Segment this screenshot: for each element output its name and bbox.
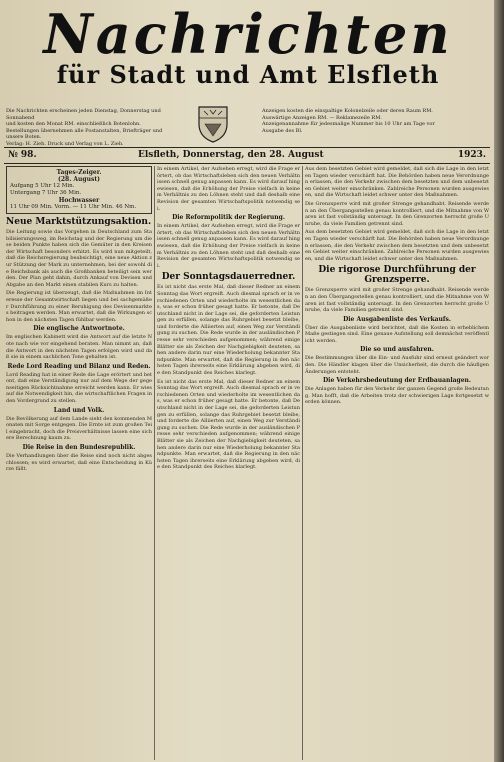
article-text: Es ist nicht das erste Mal, daß dieser Redner an einem Sonntag das Wort ergreift. Auch diesmal sprach er in verschiedenen Orten und wiederholte im wesentlichen das, was er schon früher gesagt hatte. Er betonte, daß Deutschland nicht in der Lage sei, die geforderten Leistungen zu erfüllen, solange das Ruhrgebiet besetzt bleibe, und forderte die Alliierten auf, einen Weg zur Verständigung zu suchen. Die Rede wurde in der ausländischen Presse sehr verschieden aufgenommen; während einige Blätter sie als Zeichen der Nachgiebigkeit deuteten, sahen andere darin nur eine Wiederholung bekannter Standpunkte. Man erwartet, daß die Regierung in den nächsten Tagen ihrerseits eine Erklärung abgeben wird, die den Standpunkt des Reiches klarlegt. (157, 378, 300, 471)
article-text: Die Bevölkerung auf dem Lande sieht den kommenden Monaten mit Sorge entgegen. Die Ernte ist zum großen Teil eingebracht, doch die Preisverhältnisse lassen eine sichere Berechnung kaum zu. (6, 415, 152, 442)
article-subheading: Die Reise in den Bundesrepublik. (22, 444, 136, 452)
tageszeiger-line: Hochwasser (58, 197, 100, 204)
dateline (8, 150, 486, 162)
info-line: Verlag: H. Zieh. Druck und Verlag von L. Zieh. (6, 140, 124, 147)
page-spine (494, 0, 504, 762)
column-1 (6, 166, 152, 760)
article-text: Über die Ausgabenliste wird berichtet, daß die Kosten in erheblichem Maße gestiegen sind. Eine genaue Aufstellung soll demnächst veröffentlicht werden. (305, 324, 489, 344)
masthead-title: Nachrichten (43, 2, 453, 66)
column-2 (157, 166, 300, 760)
article-subheading: Rede Lord Reading und Bilanz und Reden. (7, 362, 151, 370)
tageszeiger-date: (28. August) (58, 176, 100, 183)
tageszeiger-line: Untergang 7 Uhr 36 Min. (10, 190, 82, 196)
article-subheading: Die Reformpolitik der Regierung. (172, 214, 285, 222)
article-text: Die Regierung ist überzeugt, daß die Maßnahmen im Interesse der Gesamtwirtschaft liegen und bei sachgemäßer Durchführung zu einer Beruhigung des Devisenmarktes beitragen werden. Man erwartet, daß die Wirkungen schon in den nächsten Tagen fühlbar werden. (6, 290, 152, 323)
subscription-info (6, 108, 176, 147)
article-subheading: Die englische Antwortnote. (33, 325, 125, 333)
info-line: Auswärtige Anzeigen RM. — Reklamezeile RM. (262, 114, 382, 121)
article-text: Lord Reading hat in einer Rede die Lage erörtert und betont, daß eine Verständigung nur auf dem Wege der gegenseitigen Rücksichtnahme erreicht werden kann. Er wies auf die Notwendigkeit hin, die wirtschaftlichen Fragen in den Vordergrund zu stellen. (6, 371, 152, 405)
article-headline: Die rigorose Durchführung der Grenzsperre. (318, 265, 476, 286)
article-text: Die Anlagen haben für den Verkehr der ganzen Gegend große Bedeutung. Man hofft, daß die Arbeiten trotz der schwierigen Lage fortgesetzt werden können. (305, 386, 489, 406)
divider (4, 163, 490, 164)
coat-of-arms-icon (196, 104, 230, 144)
article-text: In einem Artikel, der Aufsehen erregt, wird die Frage erörtert, ob das Wirtschaftsleben sich den neuen Verhältnissen schnell genug anpassen kann. Es wird darauf hingewiesen, daß die Erhöhung der Preise vielfach in keinem Verhältnis zu den Löhnen steht und daß deshalb eine Revision der gesamten Wirtschaftspolitik notwendig sei. (157, 166, 300, 212)
divider (4, 147, 490, 148)
tageszeiger-line: 11 Uhr 09 Min. Vorm. — 11 Uhr Min. 46 Nm. (10, 204, 137, 210)
info-line: und kosten den Monat RM. einschließlich Botenlohn. (6, 121, 141, 127)
article-text: Im englischen Kabinett wird die Antwort auf die letzte Note nach wie vor eingehend beraten. Man nimmt an, daß die Antwort in den nächsten Tagen erfolgen wird und daß sie in einem sachlichen Tone gehalten ist. (6, 334, 152, 361)
article-text: Aus dem besetzten Gebiet wird gemeldet, daß sich die Lage in den letzten Tagen wieder verschärft hat. Die Behörden haben neue Verordnungen erlassen, die den Verkehr zwischen dem besetzten und dem unbesetzten Gebiet weiter einschränken. Zahlreiche Personen wurden ausgewiesen, und die Wirtschaft leidet schwer unter den Maßnahmen. (305, 229, 489, 262)
tageszeiger-box (6, 166, 152, 214)
issue-year: 1923. (457, 150, 486, 160)
column-3 (305, 166, 489, 760)
article-headline: Neue Marktstützungsaktion. (6, 217, 152, 227)
article-text: Die Verhandlungen über die Reise sind noch nicht abgeschlossen; es wird erwartet, daß eine Entscheidung in Kürze fällt. (6, 453, 152, 473)
advertising-info (262, 108, 484, 134)
tageszeiger-title: Tages-Zeiger. (56, 169, 102, 176)
article-text: Die Grenzsperre wird mit großer Strenge gehandhabt. Reisende werden an den Übergangsstellen genau kontrolliert, und die Mitnahme von Waren ist fast vollständig untersagt. In den Grenzorten herrscht große Unruhe, da viele Familien getrennt sind. (305, 287, 489, 314)
article-text: Die Leitung sowie das Vorgehen in Deutschland zum Stabilisierungsweg, im Reichstag und der Regierung um diese beiden Punkte haben sich die Gemüter in den Kreisen der Wirtschaft besonders erhitzt. Es wird nun mitgeteilt, daß die Reichsregierung beabsichtigt, eine neue Aktion zur Stützung der Mark zu unternehmen, bei der sowohl die Reichsbank als auch die Großbanken beteiligt sein werden. Der Plan geht dahin, durch Ankauf von Devisen und Abgabe an den Markt einen stabilen Kurs zu halten. (6, 229, 152, 288)
article-text: In einem Artikel, der Aufsehen erregt, wird die Frage erörtert, ob das Wirtschaftsleben sich den neuen Verhältnissen schnell genug anpassen kann. Es wird darauf hingewiesen, daß die Erhöhung der Preise vielfach in keinem Verhältnis zu den Löhnen steht und daß deshalb eine Revision der gesamten Wirtschaftspolitik notwendig sei. (157, 223, 300, 269)
article-text: Aus dem besetzten Gebiet wird gemeldet, daß sich die Lage in den letzten Tagen wieder verschärft hat. Die Behörden haben neue Verordnungen erlassen, die den Verkehr zwischen dem besetzten und dem unbesetzten Gebiet weiter einschränken. Zahlreiche Personen wurden ausgewiesen, und die Wirtschaft leidet schwer unter den Maßnahmen. (305, 166, 489, 199)
issue-number: № 98. (8, 150, 37, 160)
masthead (4, 2, 492, 89)
article-subheading: Die Ausgabenliste des Verkaufs. (343, 315, 451, 323)
article-headline: Der Sonntagsdauerredner. (161, 272, 296, 283)
issue-date: Elsfleth, Donnerstag, den 28. August (138, 150, 324, 160)
article-text: Die Bestimmungen über die Ein- und Ausfuhr sind erneut geändert worden. Die Händler klagen über die Unsicherheit, die durch die häufigen Änderungen entsteht. (305, 355, 489, 375)
info-line: Ausgabe des Bl. (262, 127, 303, 134)
article-subheading: Land und Volk. (53, 406, 105, 414)
info-line: Anzeigen kosten die einspaltige Kolonelzeile oder deren Raum RM. (262, 108, 433, 114)
column-divider (302, 166, 303, 760)
article-text: Die Grenzsperre wird mit großer Strenge gehandhabt. Reisende werden an den Übergangsstellen genau kontrolliert, und die Mitnahme von Waren ist fast vollständig untersagt. In den Grenzorten herrscht große Unruhe, da viele Familien getrennt sind. (305, 200, 489, 227)
masthead-subtitle: für Stadt und Amt Elsfleth (56, 60, 440, 89)
column-divider (154, 166, 155, 760)
article-text: Es ist nicht das erste Mal, daß dieser Redner an einem Sonntag das Wort ergreift. Auch diesmal sprach er in verschiedenen Orten und wiederholte im wesentlichen das, was er schon früher gesagt hatte. Er betonte, daß Deutschland nicht in der Lage sei, die geforderten Leistungen zu erfüllen, solange das Ruhrgebiet besetzt bleibe, und forderte die Alliierten auf, einen Weg zur Verständigung zu suchen. Die Rede wurde in der ausländischen Presse sehr verschieden aufgenommen; während einige Blätter sie als Zeichen der Nachgiebigkeit deuteten, sahen andere darin nur eine Wiederholung bekannter Standpunkte. Man erwartet, daß die Regierung in den nächsten Tagen ihrerseits eine Erklärung abgeben wird, die den Standpunkt des Reiches klarlegt. (157, 284, 300, 377)
info-line: Anzeigenannahme für jedesmalige Nummer bis 10 Uhr am Tage vor (262, 121, 435, 127)
info-line: Die Nachrichten erscheinen jeden Dienstag, Donnerstag und Sonnabend (6, 108, 161, 121)
article-subheading: Die so und ausfahren. (360, 346, 434, 354)
info-line: Bestellungen übernehmen alle Postanstalten, Briefträger und unsere Boten. (6, 127, 163, 140)
article-subheading: Die Verkehrsbedeutung der Erdbauanlagen. (322, 377, 472, 385)
tageszeiger-line: Aufgang 5 Uhr 12 Min. (10, 183, 75, 189)
